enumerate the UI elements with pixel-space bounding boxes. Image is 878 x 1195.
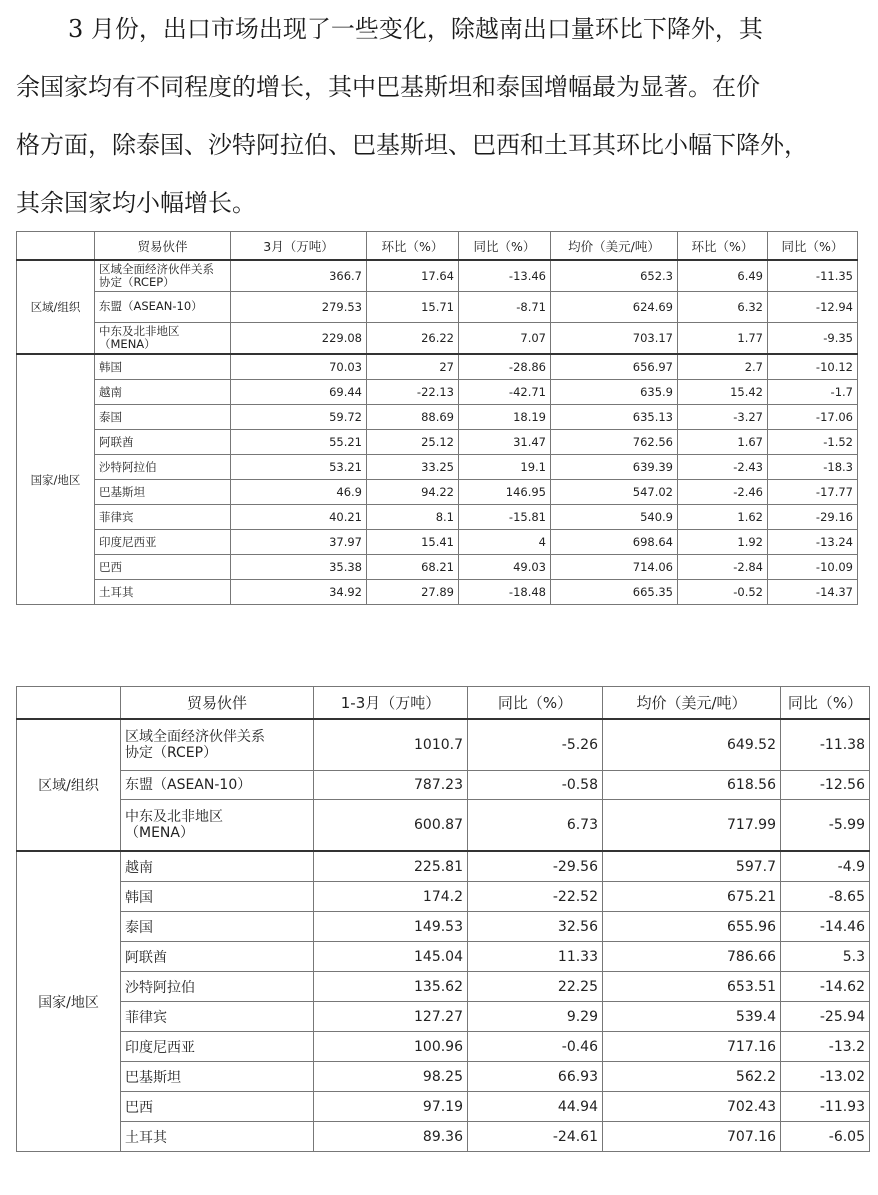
table-row	[17, 580, 858, 605]
value-cell: 717.99	[603, 800, 781, 852]
partner-name-line: （MENA）	[125, 825, 194, 841]
value-cell: -18.3	[768, 455, 858, 480]
table-row	[17, 1122, 870, 1152]
table-row	[17, 380, 858, 405]
value-cell: 100.96	[314, 1032, 468, 1062]
value-cell: 149.53	[314, 912, 468, 942]
value-cell: -0.58	[468, 771, 603, 800]
value-cell: -42.71	[459, 380, 551, 405]
partner-name-line: 协定（RCEP）	[99, 275, 175, 289]
table-header-row	[17, 232, 858, 261]
value-cell: -17.06	[768, 405, 858, 430]
value-cell: -13.2	[781, 1032, 870, 1062]
value-cell: 714.06	[551, 555, 678, 580]
value-cell: 279.53	[231, 292, 367, 323]
column-header: 贸易伙伴	[121, 687, 314, 720]
value-cell: -5.26	[468, 719, 603, 771]
value-cell: -14.37	[768, 580, 858, 605]
table-row	[17, 1032, 870, 1062]
value-cell: -2.84	[678, 555, 768, 580]
value-cell: 127.27	[314, 1002, 468, 1032]
value-cell: 547.02	[551, 480, 678, 505]
partner-name-line: （MENA）	[99, 337, 156, 351]
value-cell: 624.69	[551, 292, 678, 323]
column-header: 同比（%）	[768, 232, 858, 261]
table-row	[17, 912, 870, 942]
value-cell: 11.33	[468, 942, 603, 972]
partner-name	[95, 260, 231, 292]
value-cell: 649.52	[603, 719, 781, 771]
value-cell: -13.24	[768, 530, 858, 555]
table-row	[17, 405, 858, 430]
value-cell: -11.35	[768, 260, 858, 292]
column-header: 3月（万吨）	[231, 232, 367, 261]
value-cell: -14.62	[781, 972, 870, 1002]
partner-name: 越南	[121, 851, 314, 882]
partner-name: 巴基斯坦	[121, 1062, 314, 1092]
partner-name: 巴基斯坦	[95, 480, 231, 505]
value-cell: -11.93	[781, 1092, 870, 1122]
value-cell: -2.43	[678, 455, 768, 480]
value-cell: 27	[367, 354, 459, 380]
value-cell: 655.96	[603, 912, 781, 942]
value-cell: 35.38	[231, 555, 367, 580]
partner-name	[95, 323, 231, 355]
value-cell: 597.7	[603, 851, 781, 882]
value-cell: 53.21	[231, 455, 367, 480]
table-row	[17, 882, 870, 912]
value-cell: 786.66	[603, 942, 781, 972]
value-cell: 49.03	[459, 555, 551, 580]
column-header: 均价（美元/吨）	[551, 232, 678, 261]
table-row	[17, 800, 870, 852]
partner-name	[121, 771, 314, 800]
group-label: 区域/组织	[17, 260, 95, 354]
intro-paragraph	[16, 0, 866, 232]
value-cell: 27.89	[367, 580, 459, 605]
table-row	[17, 1092, 870, 1122]
value-cell: 656.97	[551, 354, 678, 380]
table-row	[17, 1062, 870, 1092]
value-cell: -10.12	[768, 354, 858, 380]
value-cell: 19.1	[459, 455, 551, 480]
partner-name: 韩国	[95, 354, 231, 380]
partner-name	[121, 719, 314, 771]
value-cell: 702.43	[603, 1092, 781, 1122]
table-row	[17, 851, 870, 882]
value-cell: 89.36	[314, 1122, 468, 1152]
partner-name: 巴西	[121, 1092, 314, 1122]
value-cell: -13.02	[781, 1062, 870, 1092]
value-cell: 66.93	[468, 1062, 603, 1092]
value-cell: 135.62	[314, 972, 468, 1002]
value-cell: 34.92	[231, 580, 367, 605]
table-row	[17, 942, 870, 972]
value-cell: 1.62	[678, 505, 768, 530]
value-cell: -28.86	[459, 354, 551, 380]
value-cell: 6.49	[678, 260, 768, 292]
value-cell: 68.21	[367, 555, 459, 580]
value-cell: -11.38	[781, 719, 870, 771]
partner-name: 阿联酋	[95, 430, 231, 455]
intro-line: 3 月份，出口市场出现了一些变化，除越南出口量环比下降外，其	[68, 15, 763, 43]
value-cell: 94.22	[367, 480, 459, 505]
value-cell: 707.16	[603, 1122, 781, 1152]
table-row	[17, 430, 858, 455]
value-cell: -10.09	[768, 555, 858, 580]
column-header: 同比（%）	[781, 687, 870, 720]
value-cell: 98.25	[314, 1062, 468, 1092]
value-cell: 145.04	[314, 942, 468, 972]
partner-name: 菲律宾	[121, 1002, 314, 1032]
value-cell: 26.22	[367, 323, 459, 355]
table-row	[17, 455, 858, 480]
value-cell: 7.07	[459, 323, 551, 355]
march-export-table	[16, 231, 858, 605]
value-cell: -12.94	[768, 292, 858, 323]
table-row	[17, 505, 858, 530]
partner-name: 印度尼西亚	[95, 530, 231, 555]
value-cell: 787.23	[314, 771, 468, 800]
table-row	[17, 1002, 870, 1032]
group-label: 国家/地区	[17, 354, 95, 605]
partner-name: 泰国	[121, 912, 314, 942]
partner-name: 巴西	[95, 555, 231, 580]
value-cell: 762.56	[551, 430, 678, 455]
value-cell: 22.25	[468, 972, 603, 1002]
value-cell: -0.46	[468, 1032, 603, 1062]
value-cell: -5.99	[781, 800, 870, 852]
value-cell: -1.7	[768, 380, 858, 405]
table-row	[17, 480, 858, 505]
group-label: 区域/组织	[17, 719, 121, 851]
partner-name-line: 中东及北非地区	[99, 323, 180, 338]
partner-name: 土耳其	[95, 580, 231, 605]
partner-name	[95, 292, 231, 323]
partner-name: 沙特阿拉伯	[95, 455, 231, 480]
value-cell: -2.46	[678, 480, 768, 505]
partner-name: 印度尼西亚	[121, 1032, 314, 1062]
partner-name-line: 东盟（ASEAN-10）	[125, 776, 252, 793]
value-cell: 539.4	[603, 1002, 781, 1032]
value-cell: 55.21	[231, 430, 367, 455]
value-cell: 540.9	[551, 505, 678, 530]
value-cell: 37.97	[231, 530, 367, 555]
value-cell: 17.64	[367, 260, 459, 292]
table-row	[17, 323, 858, 355]
value-cell: 1010.7	[314, 719, 468, 771]
column-header: 环比（%）	[367, 232, 459, 261]
value-cell: -25.94	[781, 1002, 870, 1032]
value-cell: 32.56	[468, 912, 603, 942]
value-cell: -1.52	[768, 430, 858, 455]
partner-name: 韩国	[121, 882, 314, 912]
partner-name	[121, 800, 314, 852]
value-cell: 698.64	[551, 530, 678, 555]
value-cell: 600.87	[314, 800, 468, 852]
value-cell: -12.56	[781, 771, 870, 800]
column-header: 环比（%）	[678, 232, 768, 261]
value-cell: 18.19	[459, 405, 551, 430]
q1-export-table	[16, 686, 870, 1152]
value-cell: 653.51	[603, 972, 781, 1002]
table-row	[17, 719, 870, 771]
value-cell: 225.81	[314, 851, 468, 882]
intro-line: 其余国家均小幅增长。	[16, 189, 256, 217]
partner-name-line: 协定（RCEP）	[125, 745, 218, 761]
table-row	[17, 771, 870, 800]
value-cell: -8.71	[459, 292, 551, 323]
intro-line: 格方面，除泰国、沙特阿拉伯、巴基斯坦、巴西和土耳其环比小幅下降外，	[16, 131, 808, 159]
value-cell: 1.92	[678, 530, 768, 555]
partner-name: 沙特阿拉伯	[121, 972, 314, 1002]
column-header: 贸易伙伴	[95, 232, 231, 261]
value-cell: -4.9	[781, 851, 870, 882]
value-cell: 562.2	[603, 1062, 781, 1092]
value-cell: 639.39	[551, 455, 678, 480]
value-cell: 40.21	[231, 505, 367, 530]
intro-line: 余国家均有不同程度的增长，其中巴基斯坦和泰国增幅最为显著。在价	[16, 73, 760, 101]
column-header	[17, 687, 121, 720]
value-cell: -14.46	[781, 912, 870, 942]
partner-name: 菲律宾	[95, 505, 231, 530]
value-cell: -6.05	[781, 1122, 870, 1152]
table-row	[17, 292, 858, 323]
value-cell: 59.72	[231, 405, 367, 430]
partner-name-line: 区域全面经济伙伴关系	[99, 261, 214, 276]
value-cell: 8.1	[367, 505, 459, 530]
value-cell: 15.42	[678, 380, 768, 405]
value-cell: 97.19	[314, 1092, 468, 1122]
table-header-row	[17, 687, 870, 720]
table-row	[17, 530, 858, 555]
value-cell: -29.56	[468, 851, 603, 882]
value-cell: -22.52	[468, 882, 603, 912]
value-cell: 1.67	[678, 430, 768, 455]
partner-name: 泰国	[95, 405, 231, 430]
value-cell: -22.13	[367, 380, 459, 405]
value-cell: -13.46	[459, 260, 551, 292]
value-cell: 2.7	[678, 354, 768, 380]
value-cell: -3.27	[678, 405, 768, 430]
partner-name: 土耳其	[121, 1122, 314, 1152]
value-cell: 9.29	[468, 1002, 603, 1032]
table-row	[17, 972, 870, 1002]
value-cell: 33.25	[367, 455, 459, 480]
column-header: 同比（%）	[459, 232, 551, 261]
value-cell: 46.9	[231, 480, 367, 505]
table-row	[17, 555, 858, 580]
value-cell: -29.16	[768, 505, 858, 530]
value-cell: 717.16	[603, 1032, 781, 1062]
table-row	[17, 260, 858, 292]
value-cell: 1.77	[678, 323, 768, 355]
value-cell: 15.71	[367, 292, 459, 323]
value-cell: 675.21	[603, 882, 781, 912]
value-cell: 146.95	[459, 480, 551, 505]
value-cell: 635.9	[551, 380, 678, 405]
value-cell: -15.81	[459, 505, 551, 530]
value-cell: 44.94	[468, 1092, 603, 1122]
column-header	[17, 232, 95, 261]
value-cell: 618.56	[603, 771, 781, 800]
value-cell: 88.69	[367, 405, 459, 430]
value-cell: -0.52	[678, 580, 768, 605]
partner-name-line: 东盟（ASEAN-10）	[99, 299, 203, 314]
partner-name-line: 区域全面经济伙伴关系	[125, 728, 265, 745]
column-header: 1-3月（万吨）	[314, 687, 468, 720]
value-cell: 69.44	[231, 380, 367, 405]
value-cell: 6.73	[468, 800, 603, 852]
partner-name-line: 中东及北非地区	[125, 808, 223, 825]
column-header: 均价（美元/吨）	[603, 687, 781, 720]
value-cell: 366.7	[231, 260, 367, 292]
value-cell: -17.77	[768, 480, 858, 505]
value-cell: -18.48	[459, 580, 551, 605]
value-cell: 174.2	[314, 882, 468, 912]
value-cell: 15.41	[367, 530, 459, 555]
value-cell: -8.65	[781, 882, 870, 912]
value-cell: 665.35	[551, 580, 678, 605]
value-cell: 703.17	[551, 323, 678, 355]
value-cell: 70.03	[231, 354, 367, 380]
table-row	[17, 354, 858, 380]
value-cell: 652.3	[551, 260, 678, 292]
partner-name: 越南	[95, 380, 231, 405]
value-cell: 31.47	[459, 430, 551, 455]
value-cell: 5.3	[781, 942, 870, 972]
partner-name: 阿联酋	[121, 942, 314, 972]
value-cell: 25.12	[367, 430, 459, 455]
value-cell: 6.32	[678, 292, 768, 323]
group-label: 国家/地区	[17, 851, 121, 1152]
value-cell: -9.35	[768, 323, 858, 355]
value-cell: 4	[459, 530, 551, 555]
value-cell: -24.61	[468, 1122, 603, 1152]
value-cell: 229.08	[231, 323, 367, 355]
value-cell: 635.13	[551, 405, 678, 430]
column-header: 同比（%）	[468, 687, 603, 720]
